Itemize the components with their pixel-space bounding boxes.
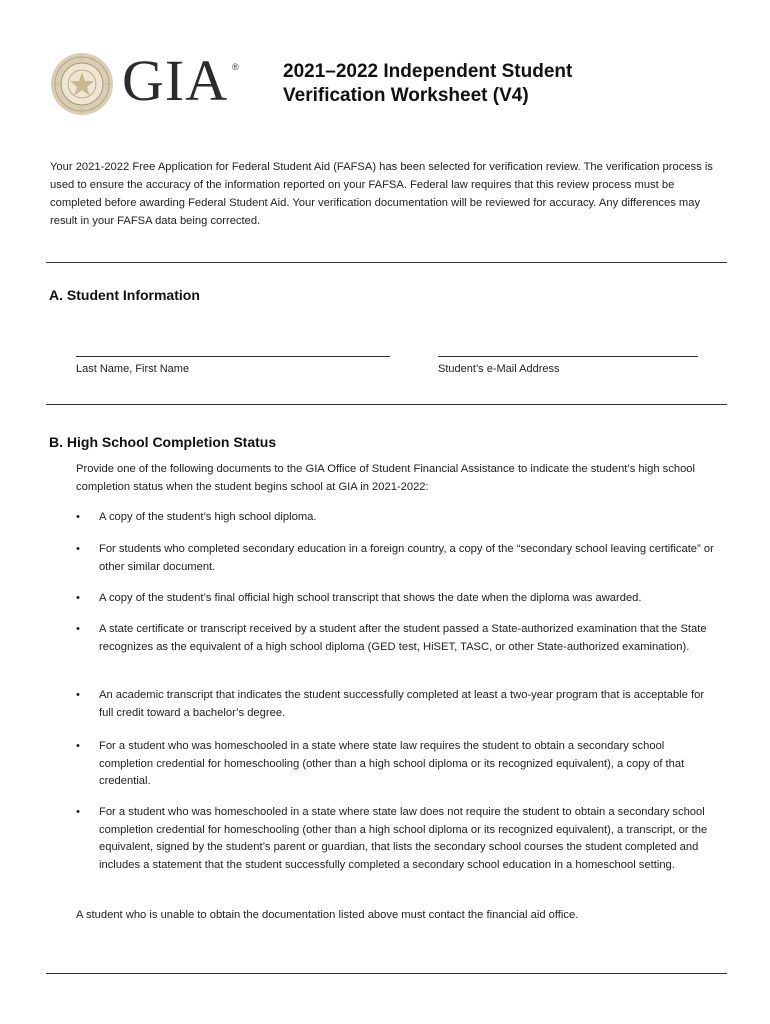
list-item-text: An academic transcript that indicates the student successfully completed at least a two-year program that is acceptable for full credit toward a bachelor’s degree. (99, 689, 705, 719)
bullet-icon: • (76, 740, 80, 752)
email-field-line[interactable] (438, 356, 698, 357)
list-item-text: A state certificate or transcript received by a student after the student passed a State-authorized examination that the State recognizes as the equivalent of a high school diploma (GED test, HiSET, TASC, or other State-authorized examination). (99, 623, 707, 653)
section-b-intro: Provide one of the following documents to the GIA Office of Student Financial Assistance to indicate the student’s high school completion status when the student begins school at GIA in 2021-2022: (76, 463, 696, 493)
section-b-closing: A student who is unable to obtain the documentation listed above must contact the financial aid office. (76, 909, 579, 921)
divider-top (46, 262, 727, 263)
list-item-text: For a student who was homeschooled in a state where state law requires the student to obtain a secondary school completion credential for homeschooling (other than a high school diploma or its recognized equivalent), a copy of that credential. (99, 740, 685, 787)
gia-seal-logo (50, 52, 114, 116)
gia-wordmark: GIA (122, 48, 229, 113)
bullet-icon: • (76, 511, 80, 523)
bullet-icon: • (76, 689, 80, 701)
section-b-title: B. High School Completion Status (49, 434, 277, 450)
title-line-2: Verification Worksheet (V4) (283, 85, 529, 106)
email-field-label: Student’s e-Mail Address (438, 363, 560, 375)
page-title (283, 60, 623, 108)
list-item-text: A copy of the student’s high school diploma. (99, 511, 317, 523)
divider-middle (46, 404, 727, 405)
divider-bottom (46, 973, 727, 974)
name-field-label: Last Name, First Name (76, 363, 190, 375)
registered-mark: ® (232, 62, 239, 72)
name-field-line[interactable] (76, 356, 390, 357)
intro-paragraph: Your 2021-2022 Free Application for Federal Student Aid (FAFSA) has been selected for verification review. The verification process is used to ensure the accuracy of the information reported on your FAFSA. Federal law requires that this review process must be completed before awarding Federal Student Aid. Your verification documentation will be reviewed for accuracy. Any differences may result in your FAFSA data being corrected. (50, 161, 713, 227)
section-a-title: A. Student Information (49, 287, 200, 303)
bullet-icon: • (76, 806, 80, 818)
list-item-text: A copy of the student’s final official high school transcript that shows the date when the diploma was awarded. (99, 592, 642, 604)
bullet-icon: • (76, 543, 80, 555)
list-item-text: For a student who was homeschooled in a state where state law does not require the student to obtain a secondary school completion credential for homeschooling (other than a high school diploma or its recognized equivalent), a transcript, or the equivalent, signed by the student’s parent or guardian, that lists the secondary school courses the student completed and includes a statement that the student successfully completed a secondary school education in a homeschool setting. (99, 806, 708, 871)
list-item-text: For students who completed secondary education in a foreign country, a copy of the “secondary school leaving certificate” or other similar document. (99, 543, 714, 573)
title-line-1: 2021–2022 Independent Student (283, 61, 573, 82)
bullet-icon: • (76, 592, 80, 604)
bullet-icon: • (76, 623, 80, 635)
